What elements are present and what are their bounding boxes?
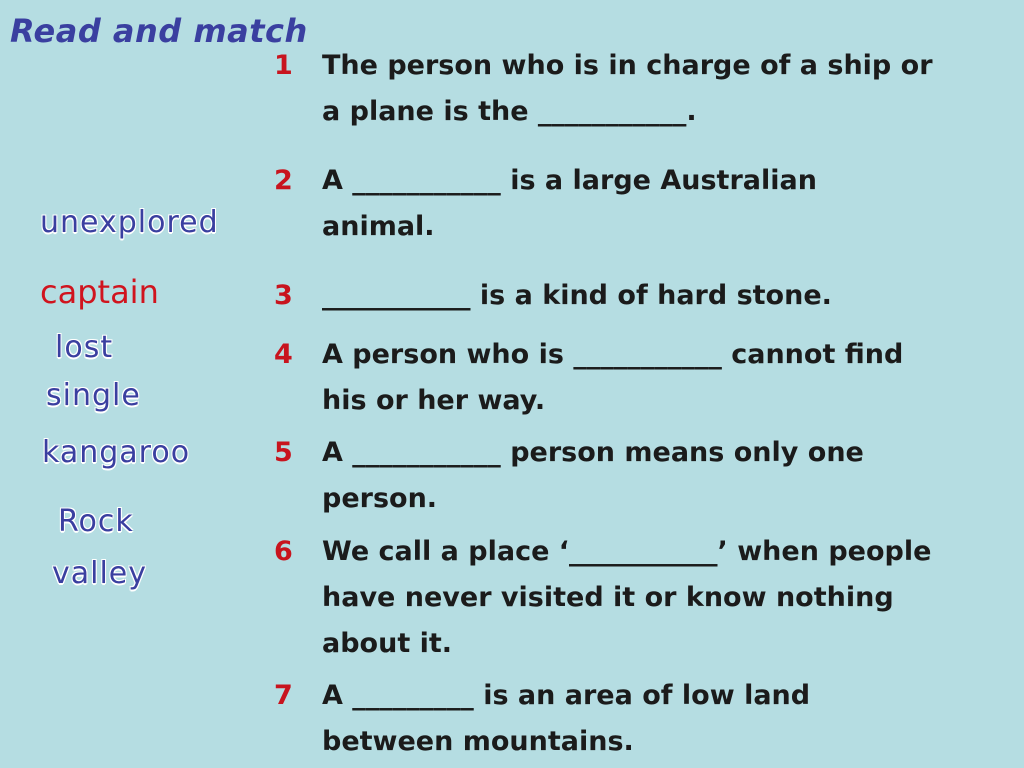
question-number: 5 (274, 437, 293, 468)
question-text (322, 332, 1020, 424)
question-number: 7 (274, 680, 293, 711)
question-line: a plane is the ___________. (322, 96, 697, 127)
question-line: person. (322, 483, 438, 514)
question-2 (270, 158, 1020, 250)
question-text (322, 430, 1020, 522)
word-bank-item-lost[interactable]: lost (55, 330, 114, 365)
word-bank-item-single[interactable]: single (46, 378, 141, 413)
question-number: 2 (274, 165, 293, 196)
word-bank-item-rock[interactable]: Rock (58, 504, 134, 539)
question-number: 3 (274, 280, 293, 311)
question-line: between mountains. (322, 726, 634, 757)
question-3 (270, 273, 1020, 319)
question-1 (270, 43, 1020, 135)
question-line: animal. (322, 211, 435, 242)
word-bank-item-unexplored[interactable]: unexplored (40, 205, 219, 240)
question-number: 1 (274, 50, 293, 81)
question-line: A ___________ person means only one (322, 437, 864, 468)
question-4 (270, 332, 1020, 424)
question-line: A _________ is an area of low land (322, 680, 811, 711)
question-text (322, 529, 1020, 667)
question-line: A ___________ is a large Australian (322, 165, 817, 196)
question-5 (270, 430, 1020, 522)
question-6 (270, 529, 1020, 667)
question-number: 4 (274, 339, 293, 370)
question-line: A person who is ___________ cannot find (322, 339, 904, 370)
word-bank-item-kangaroo[interactable]: kangaroo (42, 435, 191, 470)
question-text (322, 673, 1020, 765)
word-bank-item-valley[interactable]: valley (52, 556, 148, 591)
question-text (322, 273, 1020, 319)
question-text (322, 43, 1020, 135)
question-line: have never visited it or know nothing (322, 582, 894, 613)
question-number: 6 (274, 536, 293, 567)
word-bank-item-captain[interactable]: captain (40, 273, 159, 311)
question-text (322, 158, 1020, 250)
question-line: about it. (322, 628, 453, 659)
page-title: Read and match (10, 12, 308, 50)
question-line: We call a place ‘___________’ when people (322, 536, 932, 567)
question-7 (270, 673, 1020, 765)
question-line: his or her way. (322, 385, 546, 416)
question-line: The person who is in charge of a ship or (322, 50, 933, 81)
question-line: ___________ is a kind of hard stone. (322, 280, 832, 311)
